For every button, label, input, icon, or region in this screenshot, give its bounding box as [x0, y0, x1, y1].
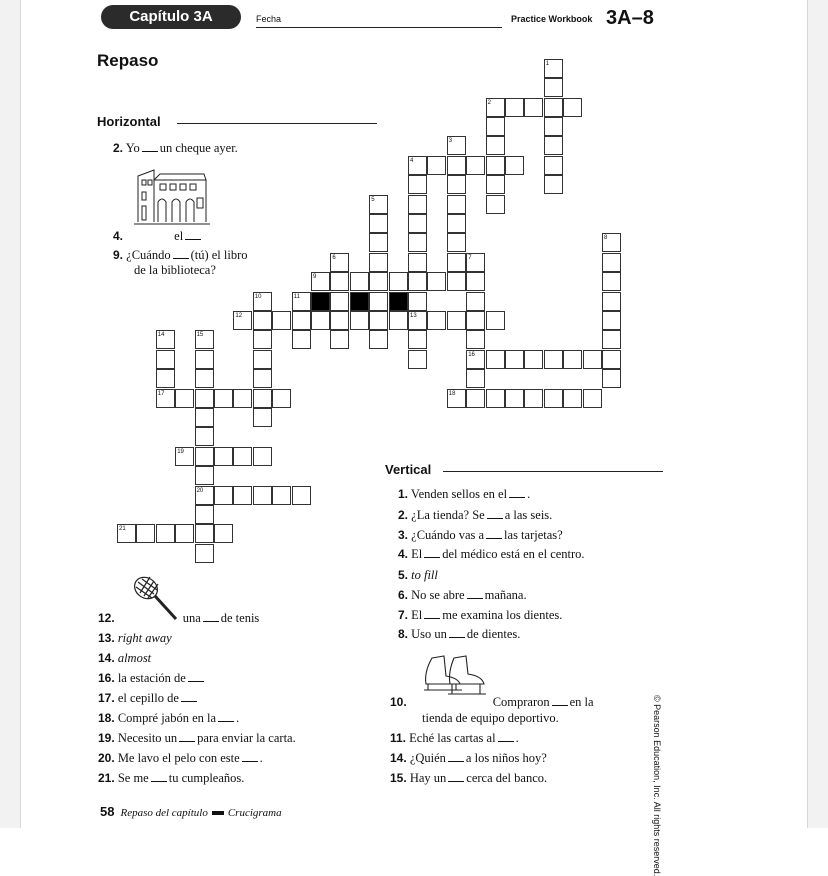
- clue-h9-cont: de la biblioteca?: [134, 263, 216, 277]
- clue-v15: 15. Hay un cerca del banco.: [390, 771, 548, 785]
- crossword-cell[interactable]: [408, 253, 427, 272]
- clue-number-20: 20: [196, 487, 204, 494]
- crossword-cell[interactable]: [253, 350, 272, 369]
- clue-number-18: 18: [448, 390, 456, 397]
- crossword-cell[interactable]: [175, 389, 194, 408]
- clue-v1: 1. Venden sellos en el .: [398, 487, 531, 501]
- crossword-cell[interactable]: [330, 311, 349, 330]
- crossword-cell[interactable]: [447, 233, 466, 252]
- crossword-cell[interactable]: [544, 117, 563, 136]
- clue-h12: 12. una de tenis: [98, 611, 260, 625]
- crossword-cell[interactable]: [195, 427, 214, 446]
- crossword-cell[interactable]: [602, 272, 621, 291]
- crossword-cell[interactable]: [486, 175, 505, 194]
- crossword-cell[interactable]: [427, 311, 446, 330]
- clue-number-16: 16: [468, 351, 475, 358]
- crossword-black-cell: [389, 292, 408, 311]
- clue-number-9: 9: [313, 274, 317, 281]
- crossword-cell[interactable]: [369, 311, 388, 330]
- crossword-cell[interactable]: [583, 350, 602, 369]
- crossword-cell[interactable]: [466, 369, 485, 388]
- crossword-cell[interactable]: [195, 466, 214, 485]
- clue-number-7: 7: [468, 254, 472, 261]
- crossword-cell[interactable]: [195, 350, 214, 369]
- crossword-cell[interactable]: [214, 389, 233, 408]
- left-margin: [0, 0, 20, 828]
- crossword-cell[interactable]: [447, 272, 466, 291]
- crossword-cell[interactable]: [486, 156, 505, 175]
- horizontal-heading: Horizontal: [97, 114, 161, 129]
- crossword-cell[interactable]: [195, 505, 214, 524]
- crossword-cell[interactable]: [447, 195, 466, 214]
- crossword-cell[interactable]: [602, 369, 621, 388]
- clue-number-21: 21: [119, 526, 126, 533]
- crossword-cell[interactable]: [602, 311, 621, 330]
- crossword-cell[interactable]: [292, 330, 311, 349]
- crossword-cell[interactable]: [486, 195, 505, 214]
- crossword-cell[interactable]: [389, 272, 408, 291]
- clue-number-10: 10: [254, 293, 262, 300]
- clue-number-3: 3: [448, 138, 453, 145]
- crossword-cell[interactable]: [524, 350, 543, 369]
- crossword-cell[interactable]: [466, 156, 485, 175]
- clue-v4: 4. El del médico está en el centro.: [398, 547, 585, 561]
- crossword-cell[interactable]: [136, 524, 155, 543]
- clue-v10-cont: tienda de equipo deportivo.: [422, 711, 559, 725]
- clue-number-4: 4: [410, 157, 414, 164]
- crossword-cell[interactable]: [544, 389, 563, 408]
- right-margin: [808, 0, 828, 828]
- crossword-cell[interactable]: [156, 369, 175, 388]
- crossword-cell[interactable]: [253, 311, 272, 330]
- workbook-label: Practice Workbook: [511, 14, 593, 24]
- crossword-cell[interactable]: [505, 350, 524, 369]
- crossword-cell[interactable]: [330, 292, 349, 311]
- crossword-cell[interactable]: [486, 136, 505, 155]
- clue-v3: 3. ¿Cuándo vas a las tarjetas?: [398, 528, 563, 542]
- crossword-cell[interactable]: [272, 311, 291, 330]
- crossword-cell[interactable]: [505, 156, 524, 175]
- crossword-cell[interactable]: [195, 389, 214, 408]
- crossword-cell[interactable]: [253, 447, 272, 466]
- crossword-cell[interactable]: [272, 389, 291, 408]
- crossword-cell[interactable]: [408, 350, 427, 369]
- crossword-cell[interactable]: [602, 292, 621, 311]
- crossword-cell[interactable]: [253, 389, 272, 408]
- crossword-cell[interactable]: [253, 369, 272, 388]
- crossword-cell[interactable]: [233, 389, 252, 408]
- clue-h16: 16. la estación de: [98, 671, 206, 686]
- clue-number-11: 11: [293, 293, 300, 300]
- clue-v7: 7. El me examina los dientes.: [398, 608, 563, 622]
- footer-separator: [212, 811, 224, 815]
- crossword-cell[interactable]: [486, 311, 505, 330]
- crossword-cell[interactable]: [272, 486, 291, 505]
- crossword-cell[interactable]: [563, 389, 582, 408]
- clue-number-19: 19: [177, 448, 184, 455]
- clue-h2: 2. Yo un cheque ayer.: [113, 141, 238, 155]
- clue-h17: 17. el cepillo de: [98, 691, 199, 706]
- crossword-black-cell: [311, 292, 330, 311]
- crossword-cell[interactable]: [195, 447, 214, 466]
- crossword-cell[interactable]: [544, 175, 563, 194]
- vertical-rule: [443, 471, 663, 472]
- fecha-line: [256, 27, 502, 28]
- page-title: Repaso: [97, 51, 159, 70]
- clue-v5: 5. to fill: [398, 568, 438, 582]
- crossword-cell[interactable]: [311, 311, 330, 330]
- crossword-cell[interactable]: [195, 544, 214, 563]
- crossword-cell[interactable]: [233, 447, 252, 466]
- clue-v6: 6. No se abre mañana.: [398, 588, 527, 602]
- page-number: 58: [100, 804, 115, 819]
- crossword-cell[interactable]: [466, 330, 485, 349]
- clue-v8: 8. Uso un de dientes.: [398, 627, 521, 641]
- crossword-cell[interactable]: [292, 486, 311, 505]
- crossword-cell[interactable]: [233, 486, 252, 505]
- crossword-cell[interactable]: [369, 214, 388, 233]
- crossword-cell[interactable]: [408, 272, 427, 291]
- clue-h4: 4. el: [113, 229, 203, 244]
- crossword-cell[interactable]: [369, 292, 388, 311]
- clue-v11: 11. Eché las cartas al .: [390, 731, 519, 745]
- page-code: 3A–8: [606, 7, 654, 29]
- clue-number-8: 8: [604, 235, 608, 242]
- crossword-cell[interactable]: [389, 311, 408, 330]
- crossword-cell[interactable]: [156, 350, 175, 369]
- crossword-cell[interactable]: [544, 98, 563, 117]
- clue-number-17: 17: [157, 390, 165, 397]
- crossword-cell[interactable]: [524, 389, 543, 408]
- crossword-cell[interactable]: [330, 272, 349, 291]
- clue-number-14: 14: [157, 332, 165, 339]
- clue-v14: 14. ¿Quién a los niños hoy?: [390, 751, 547, 765]
- crossword-cell[interactable]: [369, 330, 388, 349]
- crossword-cell[interactable]: [195, 408, 214, 427]
- crossword-cell[interactable]: [544, 350, 563, 369]
- clue-h21: 21. Se me tu cumpleaños.: [98, 771, 245, 785]
- crossword-cell[interactable]: [447, 311, 466, 330]
- crossword-cell[interactable]: [447, 253, 466, 272]
- crossword-cell[interactable]: [544, 78, 563, 97]
- crossword-cell[interactable]: [447, 175, 466, 194]
- clue-v10: 10. Compraron en la: [390, 695, 594, 709]
- crossword-cell[interactable]: [214, 447, 233, 466]
- horizontal-rule: [177, 123, 377, 124]
- clue-h9: 9. ¿Cuándo (tú) el libro: [113, 248, 248, 262]
- crossword-cell[interactable]: [408, 214, 427, 233]
- crossword-cell[interactable]: [466, 389, 485, 408]
- crossword-cell[interactable]: [447, 214, 466, 233]
- crossword-cell[interactable]: [466, 292, 485, 311]
- crossword-cell[interactable]: [524, 98, 543, 117]
- crossword-cell[interactable]: [369, 272, 388, 291]
- crossword-cell[interactable]: [602, 253, 621, 272]
- clue-number-5: 5: [371, 196, 375, 203]
- crossword-cell[interactable]: [427, 272, 446, 291]
- crossword-cell[interactable]: [583, 389, 602, 408]
- crossword-cell[interactable]: [544, 156, 563, 175]
- crossword-cell[interactable]: [602, 350, 621, 369]
- crossword-cell[interactable]: [253, 330, 272, 349]
- crossword-cell[interactable]: [408, 195, 427, 214]
- crossword-cell[interactable]: [292, 311, 311, 330]
- fecha-label: Fecha: [256, 14, 282, 24]
- crossword-cell[interactable]: [175, 524, 194, 543]
- crossword-cell[interactable]: [544, 136, 563, 155]
- crossword-cell[interactable]: [486, 350, 505, 369]
- crossword-cell[interactable]: [447, 156, 466, 175]
- crossword-cell[interactable]: [505, 98, 524, 117]
- crossword-cell[interactable]: [350, 272, 369, 291]
- crossword-cell[interactable]: [408, 175, 427, 194]
- vertical-heading: Vertical: [385, 462, 432, 477]
- crossword-cell[interactable]: [214, 524, 233, 543]
- clue-h13: 13. right away: [98, 631, 172, 645]
- clue-number-15: 15: [196, 332, 204, 339]
- clue-number-12: 12: [235, 313, 243, 319]
- clue-h18: 18. Compré jabón en la .: [98, 711, 240, 725]
- building-icon: [134, 166, 212, 228]
- crossword-cell[interactable]: [350, 311, 369, 330]
- crossword-cell[interactable]: [486, 389, 505, 408]
- crossword-cell[interactable]: [563, 350, 582, 369]
- crossword-cell[interactable]: [602, 330, 621, 349]
- crossword-cell[interactable]: [253, 486, 272, 505]
- crossword-cell[interactable]: [330, 330, 349, 349]
- crossword-cell[interactable]: [427, 156, 446, 175]
- clue-v2: 2. ¿La tienda? Se a las seis.: [398, 508, 553, 522]
- crossword-cell[interactable]: [408, 292, 427, 311]
- clue-h19: 19. Necesito un para enviar la carta.: [98, 731, 296, 745]
- crossword-cell[interactable]: [369, 233, 388, 252]
- page-footer: 58 Repaso del capítulo Crucigrama: [100, 804, 282, 819]
- clue-number-2: 2: [487, 99, 491, 106]
- ice-skates-icon: [418, 652, 490, 700]
- clue-h14: 14. almost: [98, 651, 152, 665]
- clue-number-13: 13: [410, 313, 417, 319]
- crossword-cell[interactable]: [466, 311, 485, 330]
- crossword-cell[interactable]: [214, 486, 233, 505]
- crossword-cell[interactable]: [195, 369, 214, 388]
- clue-h20: 20. Me lavo el pelo con este .: [98, 751, 263, 765]
- crossword-cell[interactable]: [563, 98, 582, 117]
- crossword-cell[interactable]: [195, 524, 214, 543]
- crossword-cell[interactable]: [408, 330, 427, 349]
- clue-number-1: 1: [545, 60, 550, 67]
- crossword-cell[interactable]: [466, 272, 485, 291]
- crossword-cell[interactable]: [369, 253, 388, 272]
- chapter-badge: Capítulo 3A: [101, 5, 241, 29]
- crossword-cell[interactable]: [408, 233, 427, 252]
- copyright-notice: © Pearson Education, Inc. All rights reserved.: [652, 695, 662, 876]
- crossword-cell[interactable]: [486, 117, 505, 136]
- clue-number-6: 6: [332, 254, 336, 261]
- crossword-cell[interactable]: [156, 524, 175, 543]
- crossword-black-cell: [350, 292, 369, 311]
- crossword-cell[interactable]: [505, 389, 524, 408]
- crossword-cell[interactable]: [253, 408, 272, 427]
